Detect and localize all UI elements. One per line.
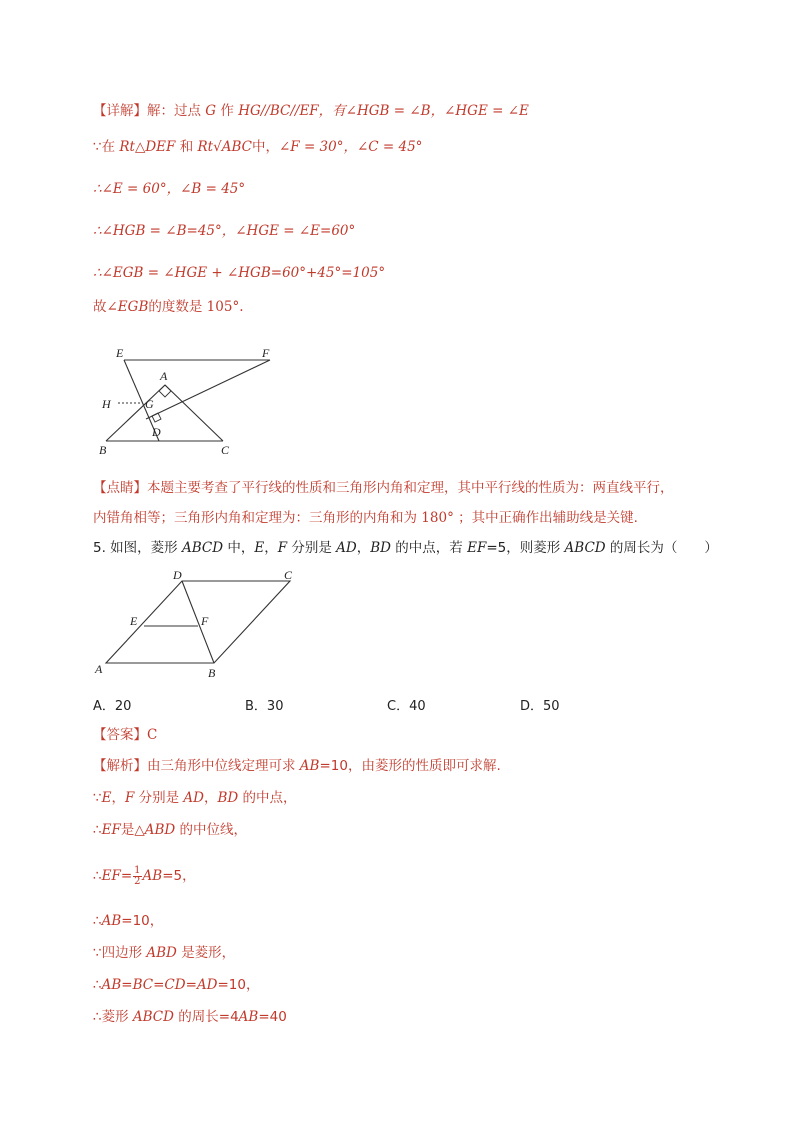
label-B: B xyxy=(99,443,107,457)
label-F: F xyxy=(262,346,270,360)
math: F xyxy=(277,540,288,556)
text: ， xyxy=(204,790,218,806)
label-H: H xyxy=(102,397,111,411)
text: ∵在 xyxy=(93,139,116,155)
math: AD xyxy=(336,540,357,556)
diagonal-BD xyxy=(182,581,214,663)
text: ；其中正确作出辅助线是关键. xyxy=(458,510,638,526)
numerator: 1 xyxy=(134,865,141,876)
text: 内错角相等；三角形内角和定理为：三角形的内角和为 xyxy=(93,510,417,526)
text: 的度数是 xyxy=(148,299,203,315)
math: HG//BC//EF xyxy=(238,103,319,119)
text: 的中点， xyxy=(242,790,297,806)
comment-tag: 【点睛】 xyxy=(93,480,147,496)
text: 的周长=4 xyxy=(178,1009,239,1025)
math: F xyxy=(124,790,135,806)
text: ∵四边形 xyxy=(93,945,143,961)
text: 作 xyxy=(220,103,234,119)
math: AB xyxy=(142,868,163,884)
text: 中， xyxy=(227,540,255,556)
math: BC xyxy=(132,977,154,993)
math: ∠EGB xyxy=(106,299,149,315)
math: ABCD xyxy=(181,540,224,556)
text: ， xyxy=(264,540,278,556)
math: ABD xyxy=(144,822,176,838)
detail-line-5: ∴∠EGB = ∠HGE + ∠HGB=60°+45°=105° xyxy=(93,265,386,281)
text: =10， xyxy=(217,977,260,993)
math: CD xyxy=(164,977,186,993)
math: ABCD xyxy=(132,1009,174,1025)
fraction-one-half xyxy=(133,866,141,887)
label-D: D xyxy=(152,425,161,439)
math: ABD xyxy=(146,945,177,961)
analysis-line-1 xyxy=(93,756,501,776)
math: EF xyxy=(101,868,121,884)
option-a[interactable]: A．20 xyxy=(93,699,132,714)
text: =5， xyxy=(162,868,196,884)
text: 5. 如图，菱形 xyxy=(93,540,178,556)
analysis-line-7 xyxy=(93,975,259,995)
math: E xyxy=(254,540,265,556)
text: 中， xyxy=(251,139,279,155)
text: =10，由菱形的性质即可求解. xyxy=(319,758,501,774)
option-d[interactable]: D．50 xyxy=(520,699,560,714)
math: AB xyxy=(299,758,320,774)
math: E xyxy=(101,790,112,806)
detail-tag: 【详解】 xyxy=(93,103,147,119)
point-label: G xyxy=(205,103,217,119)
answer-line xyxy=(93,725,157,745)
label-B: B xyxy=(208,666,216,680)
text: =5，则菱形 xyxy=(486,540,561,556)
math: AB xyxy=(238,1009,259,1025)
text: 本题主要考查了平行线的性质和三角形内角和定理，其中平行线的性质为：两直线平行， xyxy=(147,480,674,496)
text: = xyxy=(153,977,165,993)
math: ，有∠HGB = ∠B xyxy=(318,103,431,119)
text: ∵ xyxy=(93,790,102,806)
option-b[interactable]: B．30 xyxy=(245,699,284,714)
text: ∴ xyxy=(93,913,102,929)
label-C: C xyxy=(221,443,230,457)
math: AB xyxy=(101,977,122,993)
math: 180° xyxy=(421,510,454,526)
math: BD xyxy=(370,540,391,556)
text: 和 xyxy=(179,139,194,155)
text: ∴菱形 xyxy=(93,1009,129,1025)
text: 是△ xyxy=(120,822,145,838)
text: = xyxy=(121,977,133,993)
math: ∠F = 30°，∠C = 45° xyxy=(278,139,423,155)
label-D: D xyxy=(173,568,182,582)
text: 分别是 xyxy=(138,790,180,806)
label-G: G xyxy=(145,397,154,411)
text: 的周长为（ ） xyxy=(609,540,718,556)
detail-line-3: ∴∠E = 60°，∠B = 45° xyxy=(93,181,246,197)
label-F: F xyxy=(201,614,209,628)
math: AD xyxy=(183,790,204,806)
analysis-line-3 xyxy=(93,820,247,840)
label-A: A xyxy=(95,662,103,676)
text: 解：过点 xyxy=(147,103,201,119)
math: Rt√ABC xyxy=(197,139,252,155)
text: = xyxy=(120,868,133,884)
text: 故 xyxy=(93,299,107,315)
analysis-line-6 xyxy=(93,943,235,963)
text: 的中位线， xyxy=(179,822,248,838)
math: 105° xyxy=(206,299,240,315)
text: ∴ xyxy=(93,868,102,884)
math: EF xyxy=(101,822,121,838)
text: 分别是 xyxy=(291,540,332,556)
text: ∴ xyxy=(93,822,102,838)
text: ， xyxy=(111,790,125,806)
analysis-line-2 xyxy=(93,788,297,808)
text: . xyxy=(239,299,244,315)
option-c[interactable]: C．40 xyxy=(387,699,426,714)
text: 是菱形， xyxy=(181,945,236,961)
detail-line-4: ∴∠HGB = ∠B=45°，∠HGE = ∠E=60° xyxy=(93,223,356,239)
answer-tag: 【答案】 xyxy=(93,727,147,743)
text: =10， xyxy=(121,913,164,929)
answer-value: C xyxy=(147,727,158,743)
analysis-tag: 【解析】 xyxy=(93,758,147,774)
denominator: 2 xyxy=(134,876,141,887)
label-E: E xyxy=(130,614,138,628)
text: ， xyxy=(356,540,371,556)
label-E: E xyxy=(116,346,124,360)
math: AD xyxy=(196,977,218,993)
math: ，∠HGE = ∠E xyxy=(430,103,529,119)
text: =40 xyxy=(258,1009,287,1025)
label-C: C xyxy=(284,568,293,582)
text: 的中点，若 xyxy=(395,540,463,556)
analysis-line-8 xyxy=(93,1007,287,1027)
label-A: A xyxy=(160,369,168,383)
math: ABCD xyxy=(564,540,606,556)
text: 由三角形中位线定理可求 xyxy=(147,758,296,774)
analysis-line-4 xyxy=(93,864,196,888)
analysis-line-5 xyxy=(93,911,163,931)
math: EF xyxy=(467,540,487,556)
math: AB xyxy=(101,913,122,929)
text: = xyxy=(185,977,197,993)
math: BD xyxy=(217,790,239,806)
math: Rt△DEF xyxy=(119,139,176,155)
text: ∴ xyxy=(93,977,102,993)
